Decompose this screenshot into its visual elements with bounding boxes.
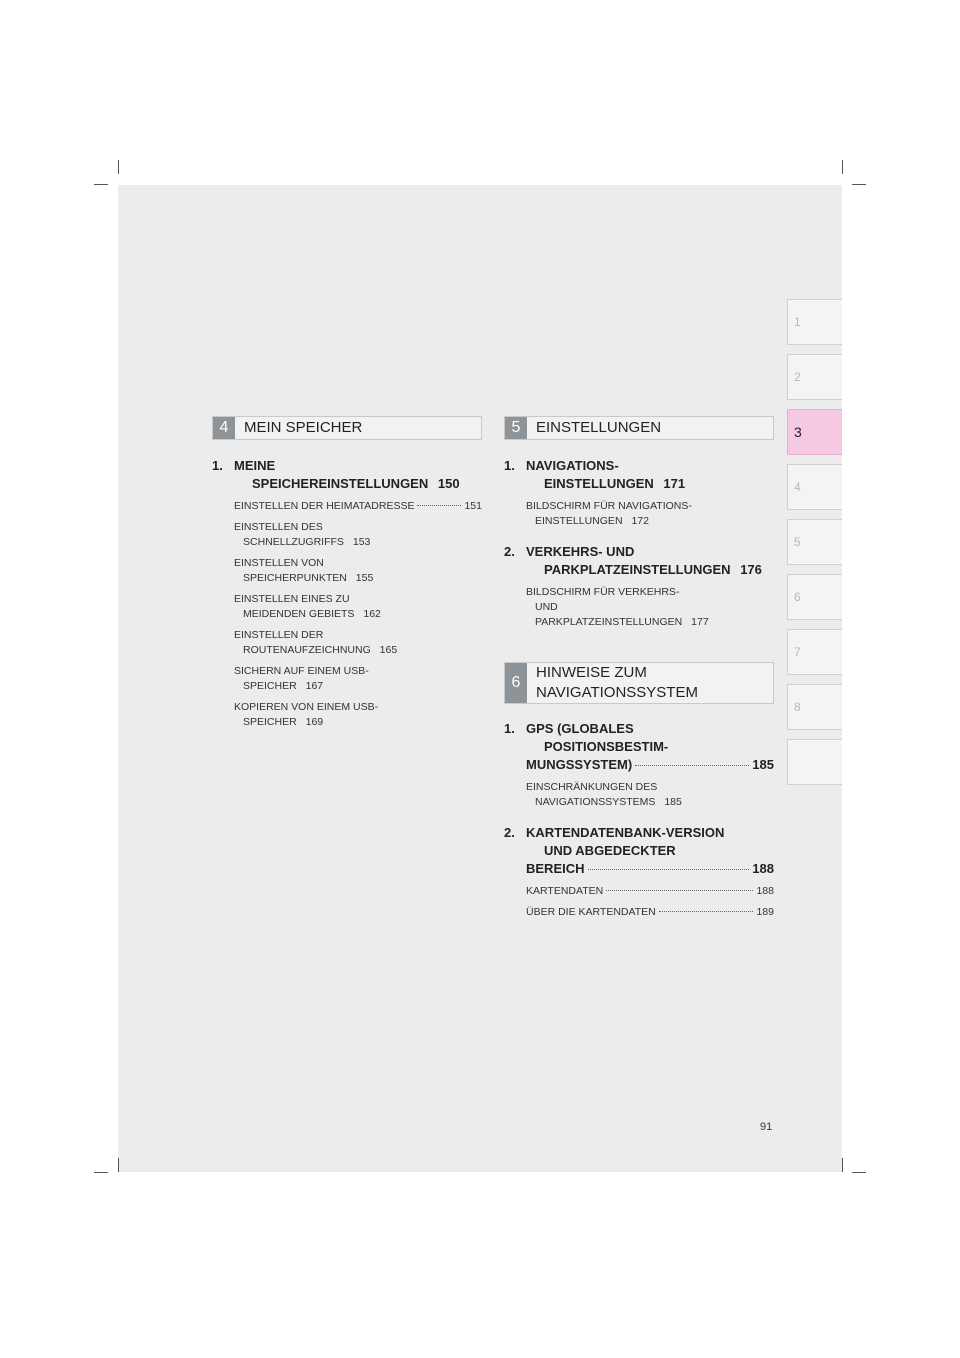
chapter-tab-4[interactable]: 4 [787,464,842,510]
chapter-line: SPEICHEREINSTELLUNGEN [252,476,429,491]
toc-item[interactable]: KOPIEREN VON EINEM USB- SPEICHER 169 [234,701,379,728]
toc-column-left [212,457,482,736]
toc-chapter[interactable]: 1. GPS (GLOBALES POSITIONSBESTIM- MUNGSSYSTEM) 185 [504,721,774,772]
chapter-tab-8[interactable]: 8 [787,684,842,730]
chapter-tab-5[interactable]: 5 [787,519,842,565]
toc-item[interactable]: KARTENDATEN 188 [526,885,774,897]
crop-mark-bottom-left [118,1158,119,1172]
section-header-einstellungen [504,416,774,440]
leader-dots [588,869,750,870]
toc-item[interactable]: BILDSCHIRM FÜR VERKEHRS- UND PARKPLATZEINSTELLUNGEN 177 [526,586,709,628]
leader-dots [606,890,753,891]
section-number: 5 [505,417,527,439]
section-header-mein-speicher [212,416,482,440]
toc-chapter[interactable]: 2. KARTENDATENBANK-VERSION UND ABGEDECKTER BEREICH 188 [504,825,774,876]
leader-dots [635,765,749,766]
toc-item[interactable]: BILDSCHIRM FÜR NAVIGATIONS- EINSTELLUNGEN 172 [526,500,692,527]
section-title: HINWEISE ZUM NAVIGATIONSSYSTEM [536,664,698,701]
chapter-tab-1[interactable]: 1 [787,299,842,345]
crop-mark-top-left-h [94,184,108,185]
toc-item[interactable]: EINSTELLEN DER ROUTENAUFZEICHNUNG 165 [234,629,398,656]
crop-mark-top-right [842,160,843,174]
leader-dots [417,505,461,506]
toc-item[interactable]: SICHERN AUF EINEM USB- SPEICHER 167 [234,665,369,692]
chapter-tab-9[interactable] [787,739,842,785]
toc-item[interactable]: ÜBER DIE KARTENDATEN 189 [526,906,774,918]
chapter-line: MEINE [234,458,276,473]
crop-mark-top-left [118,160,119,174]
toc-item[interactable]: EINSTELLEN VON SPEICHERPUNKTEN 155 [234,557,374,584]
toc-column-right-top [504,457,774,636]
chapter-tab-7[interactable]: 7 [787,629,842,675]
chapter-tab-6[interactable]: 6 [787,574,842,620]
toc-item[interactable]: EINSTELLEN DES SCHNELLZUGRIFFS 153 [234,521,371,548]
crop-mark-bottom-left-h [94,1172,108,1173]
section-title: EINSTELLUNGEN [536,419,662,436]
crop-mark-bottom-right-h [852,1172,866,1173]
leader-dots [659,911,754,912]
toc-item[interactable]: EINSCHRÄNKUNGEN DES NAVIGATIONSSYSTEMS 185 [526,781,682,808]
toc-chapter[interactable]: 1. NAVIGATIONS- EINSTELLUNGEN 171 [504,458,686,491]
chapter-tab-3[interactable]: 3 [787,409,842,455]
section-number: 6 [505,663,527,703]
page-number: 91 [760,1121,773,1133]
page-ref: 150 [437,476,460,491]
toc-chapter[interactable]: 1. MEINE SPEICHEREINSTELLUNGEN 150 [212,458,460,491]
crop-mark-top-right-h [852,184,866,185]
toc-item[interactable]: EINSTELLEN DER HEIMATADRESSE 151 [234,500,482,512]
crop-mark-bottom-right [842,1158,843,1172]
section-header-hinweise [504,662,774,704]
section-title: MEIN SPEICHER [244,419,363,436]
toc-item[interactable]: EINSTELLEN EINES ZU MEIDENDEN GEBIETS 162 [234,593,381,620]
toc-column-right-bottom [504,720,774,926]
section-number: 4 [213,417,235,439]
toc-chapter[interactable]: 2. VERKEHRS- UND PARKPLATZEINSTELLUNGEN 176 [504,544,762,577]
chapter-tab-2[interactable]: 2 [787,354,842,400]
